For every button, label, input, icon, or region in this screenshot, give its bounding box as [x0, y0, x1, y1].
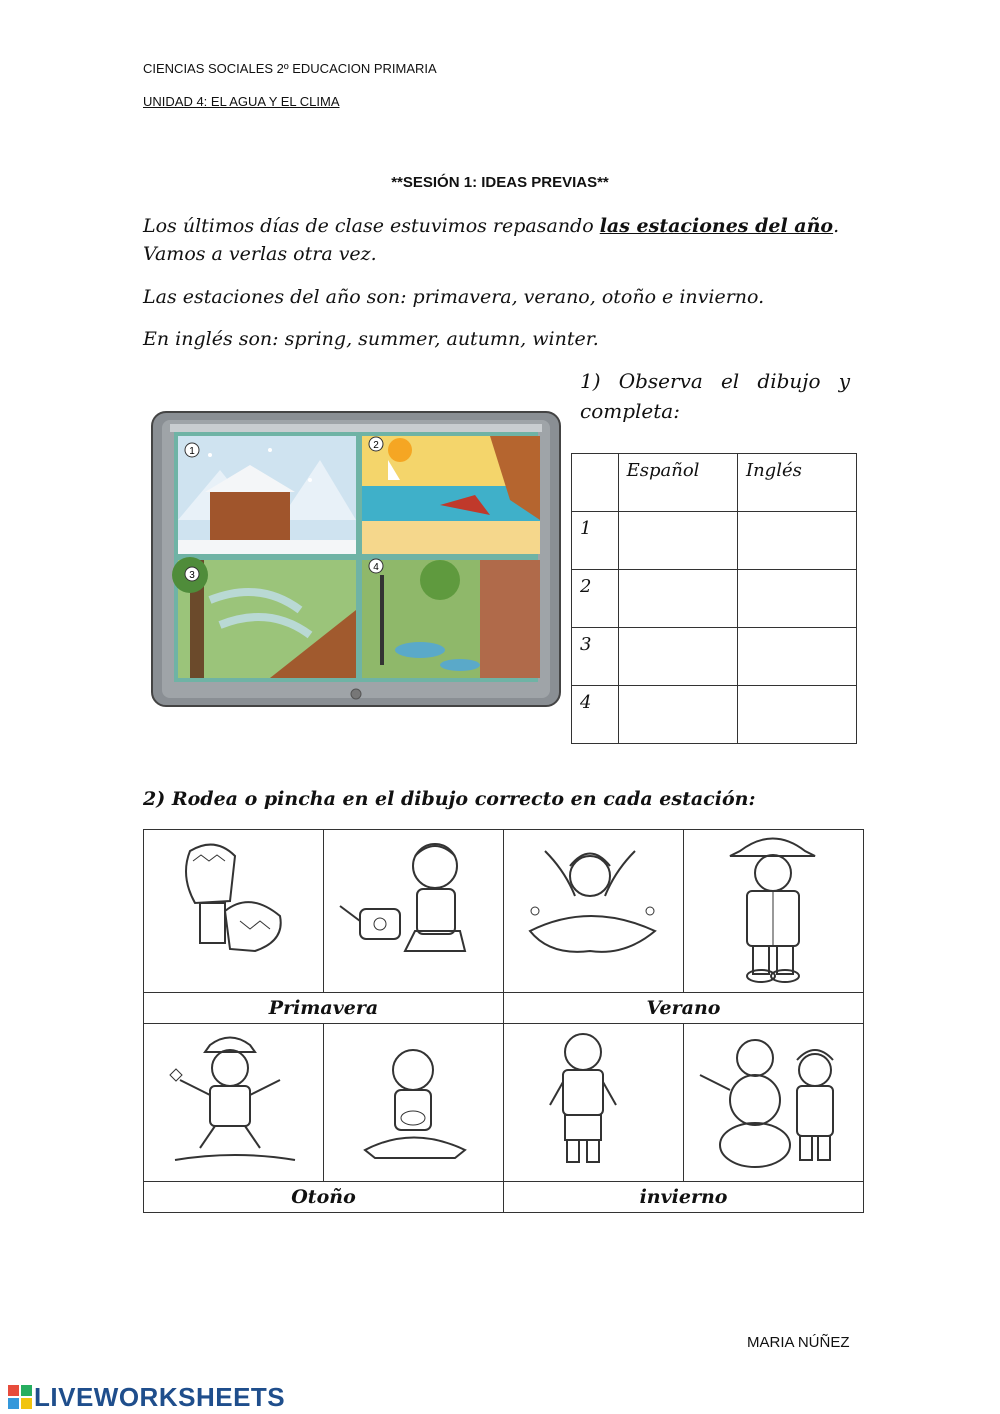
child-leaves-picture[interactable]	[144, 1024, 324, 1182]
child-sitting-picture[interactable]	[324, 1024, 504, 1182]
liveworksheets-logo[interactable]	[8, 1380, 285, 1414]
intro-text-end: . Vamos a verlas otra vez.	[143, 215, 840, 265]
label-primavera: Primavera	[144, 993, 504, 1024]
child-sitting-icon	[325, 1030, 502, 1170]
seasons-tablet-illustration	[150, 410, 562, 708]
liveworksheets-blocks-icon	[8, 1385, 32, 1409]
snowman-icon	[685, 1030, 862, 1170]
intro-paragraph-2: Las estaciones del año son: primavera, verano, otoño e invierno.	[143, 286, 765, 308]
answer-english-2[interactable]	[737, 570, 856, 628]
table-header-blank	[572, 454, 619, 512]
autumn-panel	[172, 557, 356, 678]
answer-english-3[interactable]	[737, 628, 856, 686]
answer-spanish-2[interactable]	[618, 570, 737, 628]
answer-spanish-4[interactable]	[618, 686, 737, 744]
table-header-spanish: Español	[618, 454, 737, 512]
exercise2-prompt: 2) Rodea o pincha en el dibujo correcto en cada estación:	[143, 788, 756, 810]
page-title: **SESIÓN 1: IDEAS PREVIAS**	[391, 174, 609, 191]
snowman-picture[interactable]	[684, 1024, 864, 1182]
label-verano: Verano	[504, 993, 864, 1024]
child-splashing-icon	[505, 831, 682, 986]
row-number: 4	[572, 686, 619, 744]
mittens-icon	[145, 831, 322, 986]
winter-panel	[178, 436, 356, 554]
liveworksheets-wordmark: LIVEWORKSHEETS	[34, 1381, 286, 1412]
seasons-picture-grid	[143, 829, 864, 1213]
answer-spanish-1[interactable]	[618, 512, 737, 570]
panel-number-3: 3	[189, 570, 195, 581]
seasons-highlight: las estaciones del año	[599, 215, 834, 237]
row-number: 1	[572, 512, 619, 570]
subject-line: CIENCIAS SOCIALES 2º EDUCACION PRIMARIA	[143, 61, 437, 76]
panel-number-4: 4	[373, 562, 379, 573]
child-summer-clothes-icon	[505, 1030, 682, 1170]
child-shorts-picture[interactable]	[504, 1024, 684, 1182]
child-watering-icon	[325, 831, 502, 986]
child-splash-picture[interactable]	[504, 830, 684, 993]
author-name: MARIA NÚÑEZ	[747, 1334, 850, 1351]
summer-panel	[362, 436, 540, 554]
seasons-answer-table	[571, 453, 857, 744]
panel-number-2: 2	[373, 440, 379, 451]
exercise1-prompt: 1) Observa el dibujo y completa:	[580, 369, 850, 423]
label-otono: Otoño	[144, 1182, 504, 1213]
child-watering-picture[interactable]	[324, 830, 504, 993]
answer-english-1[interactable]	[737, 512, 856, 570]
row-number: 3	[572, 628, 619, 686]
unit-line: UNIDAD 4: EL AGUA Y EL CLIMA	[143, 94, 340, 109]
child-raincoat-picture[interactable]	[684, 830, 864, 993]
child-autumn-leaves-icon	[145, 1030, 322, 1170]
intro-text-start: Los últimos días de clase estuvimos repasando	[143, 215, 600, 237]
spring-panel	[362, 560, 540, 678]
intro-paragraph-3: En inglés son: spring, summer, autumn, winter.	[143, 328, 599, 350]
child-raincoat-icon	[685, 831, 862, 986]
answer-english-4[interactable]	[737, 686, 856, 744]
mittens-picture[interactable]	[144, 830, 324, 993]
row-number: 2	[572, 570, 619, 628]
table-header-english: Inglés	[737, 454, 856, 512]
label-invierno: invierno	[504, 1182, 864, 1213]
intro-paragraph-1	[143, 212, 858, 268]
panel-number-1: 1	[189, 446, 195, 457]
answer-spanish-3[interactable]	[618, 628, 737, 686]
